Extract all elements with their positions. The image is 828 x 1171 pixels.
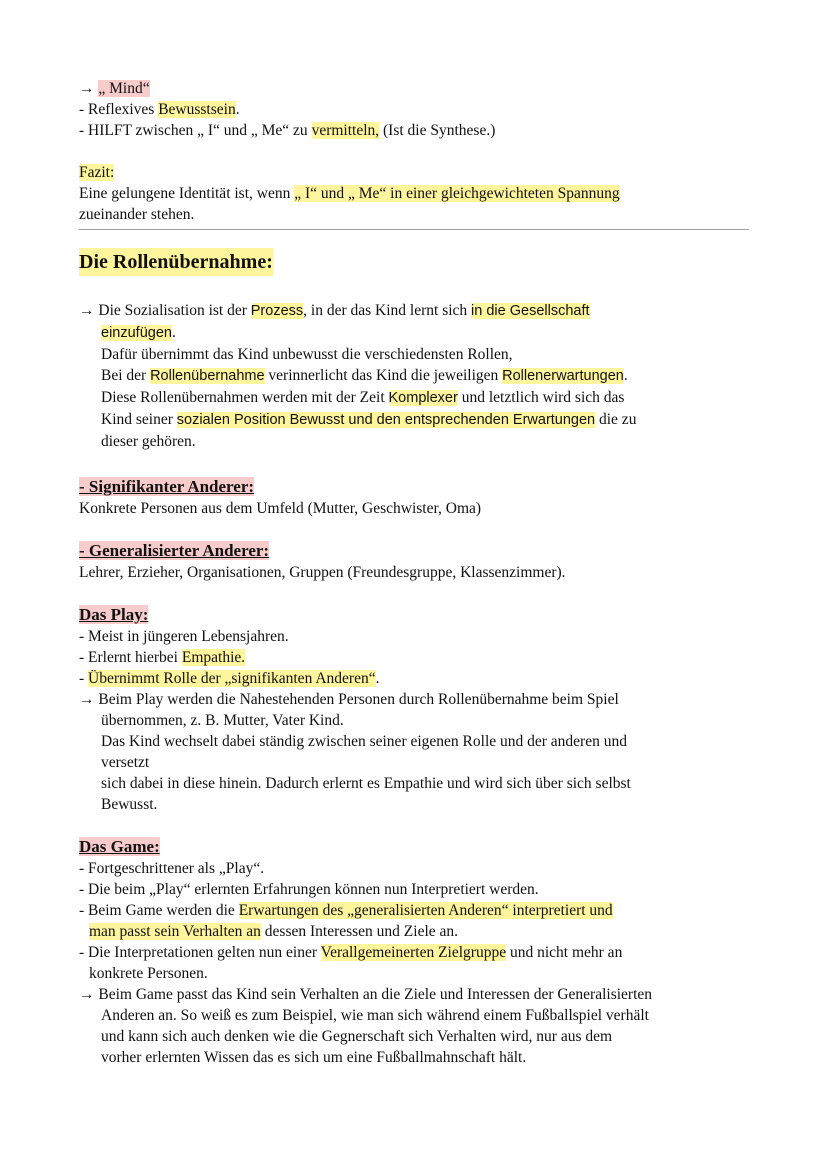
rollen-heading: Die Rollenübernahme:: [79, 248, 273, 276]
game-line-8: Anderen an. So weiß es zum Beispiel, wie man sich während einem Fußballspiel verhält: [101, 1007, 649, 1024]
text-run: verinnerlicht das Kind die jeweiligen: [264, 367, 503, 384]
play-line-6: Das Kind wechselt dabei ständig zwischen seiner eigenen Rolle und der anderen und: [101, 733, 627, 750]
signifikant-heading-line: [79, 476, 751, 498]
game-line-10: vorher erlernten Wissen das es sich um eine Fußballmahnschaft hält.: [101, 1049, 527, 1066]
rollen-line-4: [79, 365, 751, 387]
rollen-line-2: [79, 322, 751, 344]
fazit-label-line: [79, 162, 751, 183]
text-run: dessen Interessen und Ziele an.: [260, 923, 459, 940]
highlight-run: vermitteln,: [311, 122, 380, 139]
highlight-run: man passt sein Verhalten an: [89, 923, 261, 940]
text-run: und letztlich wird sich das: [457, 389, 625, 406]
generalisiert-text: Lehrer, Erzieher, Organisationen, Gruppen (Freundesgruppe, Klassenzimmer).: [79, 564, 566, 581]
text-run: .: [623, 367, 628, 384]
text-run: Bei der: [101, 367, 151, 384]
game-line-1: - Fortgeschrittener als „Play“.: [79, 860, 265, 877]
text-run: → Die Sozialisation ist der: [79, 302, 251, 319]
text-run: -: [79, 670, 89, 687]
rollen-line-6: [79, 409, 751, 431]
rollen-line-5: [79, 387, 751, 409]
play-line-2: [79, 647, 751, 668]
fazit-line-1: [79, 183, 751, 204]
document-page: [79, 78, 751, 1068]
highlight-run: Komplexer: [388, 390, 458, 406]
play-heading-line: [79, 604, 751, 626]
highlight-run: Prozess: [250, 303, 304, 319]
rollen-line-1: [79, 300, 751, 322]
text-run: Kind seiner: [101, 411, 177, 428]
highlight-run: Empathie.: [181, 649, 246, 666]
game-line-5: [79, 942, 751, 963]
rollen-heading-line: [79, 248, 751, 276]
fazit-line-2: zueinander stehen.: [79, 206, 195, 223]
play-line-4: → Beim Play werden die Nahestehenden Personen durch Rollenübernahme beim Spiel: [79, 691, 619, 708]
game-line-2: - Die beim „Play“ erlernten Erfahrungen können nun Interpretiert werden.: [79, 881, 539, 898]
text-run: .: [375, 670, 380, 687]
arrow-glyph: →: [79, 80, 95, 97]
game-heading: Das Game:: [79, 837, 160, 856]
game-line-6: konkrete Personen.: [89, 965, 208, 982]
text-run: .: [171, 324, 176, 341]
highlight-run: Erwartungen des „generalisierten Anderen“ interpretiert und: [238, 902, 613, 919]
signifikant-text: Konkrete Personen aus dem Umfeld (Mutter, Geschwister, Oma): [79, 500, 482, 517]
highlight-run: in die Gesellschaft: [471, 303, 590, 319]
game-heading-line: [79, 836, 751, 858]
highlight-run: einzufügen: [101, 325, 172, 341]
text-run: Diese Rollenübernahmen werden mit der Zeit: [101, 389, 389, 406]
fazit-label: Fazit:: [79, 164, 115, 181]
highlight-run: Bewusstsein: [158, 101, 236, 118]
hilft-line: [79, 120, 751, 141]
mind-line: [79, 78, 751, 99]
text-run: und nicht mehr an: [506, 944, 623, 961]
text-run: (Ist die Synthese.): [379, 122, 496, 139]
horizontal-divider: [79, 229, 749, 230]
mind-label: „ Mind“: [98, 80, 150, 97]
text-run: .: [235, 101, 240, 118]
game-line-7: → Beim Game passt das Kind sein Verhalten an die Ziele und Interessen der Generalisierten: [79, 986, 653, 1003]
generalisiert-heading: - Generalisierter Anderer:: [79, 541, 270, 560]
highlight-run: sozialen Position Bewusst und den entsprechenden Erwartungen: [176, 412, 596, 428]
text-run: - Reflexives: [79, 101, 159, 118]
play-line-7: versetzt: [101, 754, 150, 771]
text-run: die zu: [595, 411, 637, 428]
rollen-line-7: dieser gehören.: [101, 433, 196, 450]
text-run: - HILFT zwischen „ I“ und „ Me“ zu: [79, 122, 312, 139]
text-run: - Die Interpretationen gelten nun einer: [79, 944, 321, 961]
text-run: - Beim Game werden die: [79, 902, 239, 919]
play-line-5: übernommen, z. B. Mutter, Vater Kind.: [101, 712, 344, 729]
text-run: , in der das Kind lernt sich: [303, 302, 472, 319]
signifikant-heading: - Signifikanter Anderer:: [79, 477, 255, 496]
reflexive-line: [79, 99, 751, 120]
play-heading: Das Play:: [79, 605, 149, 624]
highlight-run: „ I“ und „ Me“ in einer gleichgewichteten Spannung: [294, 185, 620, 202]
text-run: - Erlernt hierbei: [79, 649, 182, 666]
highlight-run: Übernimmt Rolle der „signifikanten Anderen“: [88, 670, 376, 687]
text-run: Eine gelungene Identität ist, wenn: [79, 185, 295, 202]
play-line-9: Bewusst.: [101, 796, 158, 813]
play-line-1: - Meist in jüngeren Lebensjahren.: [79, 628, 289, 645]
rollen-line-3: Dafür übernimmt das Kind unbewusst die verschiedensten Rollen,: [101, 346, 513, 363]
play-line-3: [79, 668, 751, 689]
game-line-9: und kann sich auch denken wie die Gegnerschaft sich Verhalten wird, nur aus dem: [101, 1028, 613, 1045]
highlight-run: Verallgemeinerten Zielgruppe: [320, 944, 507, 961]
generalisiert-heading-line: [79, 540, 751, 562]
highlight-run: Rollenerwartungen: [502, 368, 624, 384]
highlight-run: Rollenübernahme: [150, 368, 265, 384]
game-line-4: [79, 921, 751, 942]
game-line-3: [79, 900, 751, 921]
play-line-8: sich dabei in diese hinein. Dadurch erlernt es Empathie und wird sich über sich selbst: [101, 775, 631, 792]
